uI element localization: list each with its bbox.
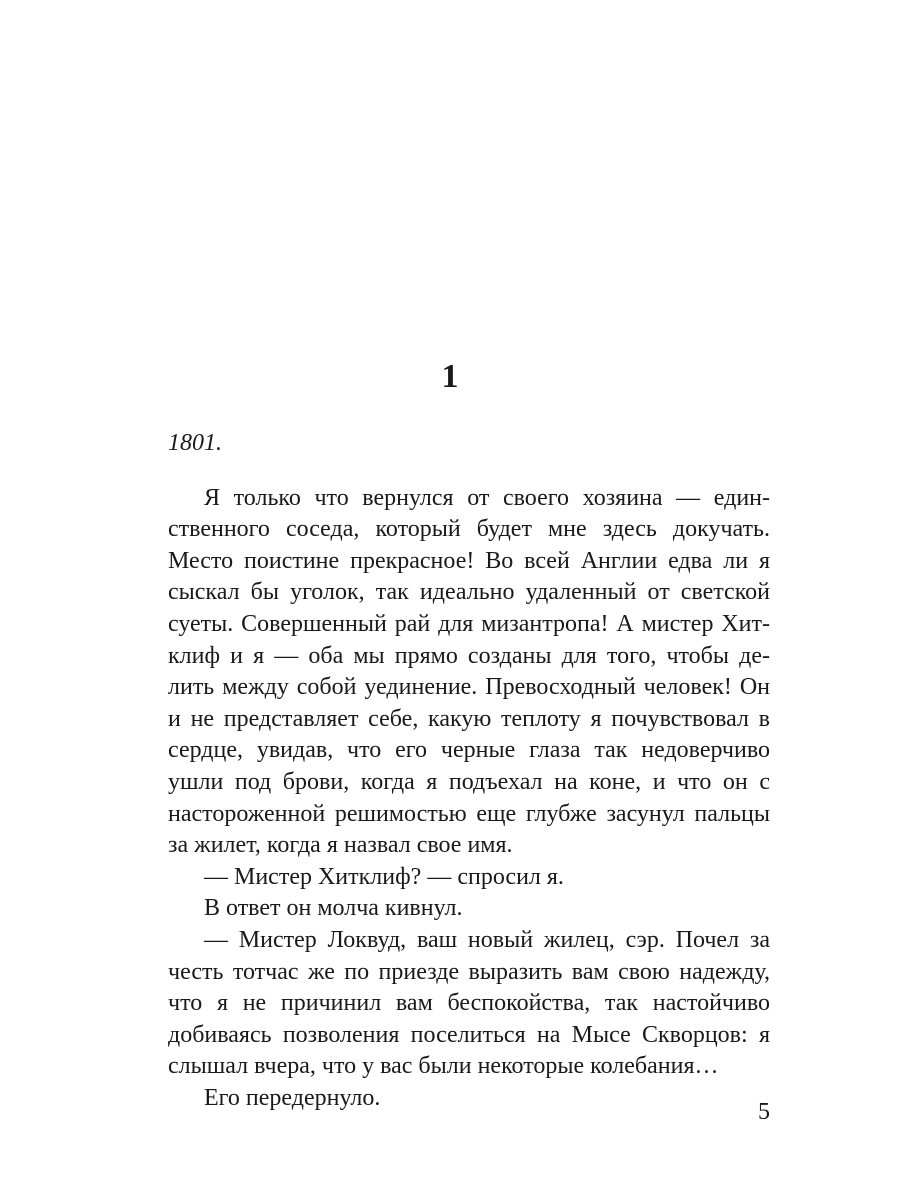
text-line: честь тотчас же по приезде выразить вам свою надежду, — [168, 958, 770, 985]
text-line: — Мистер Локвуд, ваш новый жилец, сэр. Почел за — [204, 926, 770, 953]
chapter-text — [132, 428, 770, 1114]
text-line: Место поистине прекрасное! Во всей Англии едва ли я — [168, 547, 770, 574]
text-line: и не представляет себе, какую теплоту я почувствовал в — [168, 705, 770, 732]
page-number: 5 — [758, 1099, 770, 1125]
paragraph-3 — [132, 893, 770, 925]
text-line: что я не причинил вам беспокойства, так настойчиво — [168, 990, 770, 1017]
text-line: Я только что вернулся от своего хозяина — един- — [204, 484, 770, 511]
paragraph-2 — [132, 862, 770, 894]
text-line: настороженной решимостью еще глубже засунул пальцы — [168, 800, 770, 827]
text-line: клиф и я — оба мы прямо созданы для того, чтобы де- — [168, 642, 770, 669]
text-line: ственного соседа, который будет мне здесь докучать. — [168, 516, 770, 543]
paragraph-4 — [132, 925, 770, 1083]
text-line: лить между собой уединение. Превосходный человек! Он — [168, 674, 770, 701]
dateline: 1801. — [168, 430, 222, 456]
chapter-number: 1 — [441, 358, 459, 395]
text-line: Его передернуло. — [204, 1084, 381, 1111]
text-line: сердце, увидав, что его черные глаза так недоверчиво — [168, 737, 770, 764]
text-line: слышал вчера, что у вас были некоторые колебания… — [168, 1053, 719, 1080]
text-line: — Мистер Хитклиф? — спросил я. — [204, 863, 564, 890]
text-line: В ответ он молча кивнул. — [204, 895, 463, 922]
paragraph-5 — [132, 1083, 770, 1115]
text-line: за жилет, когда я назвал свое имя. — [168, 832, 513, 859]
paragraph-1 — [132, 483, 770, 862]
text-line: суеты. Совершенный рай для мизантропа! А мистер Хит- — [168, 610, 770, 637]
text-line: ушли под брови, когда я подъехал на коне, и что он с — [168, 768, 770, 795]
text-line: сыскал бы уголок, так идеально удаленный от светской — [168, 579, 770, 606]
text-line: добиваясь позволения поселиться на Мысе Скворцов: я — [168, 1021, 770, 1048]
